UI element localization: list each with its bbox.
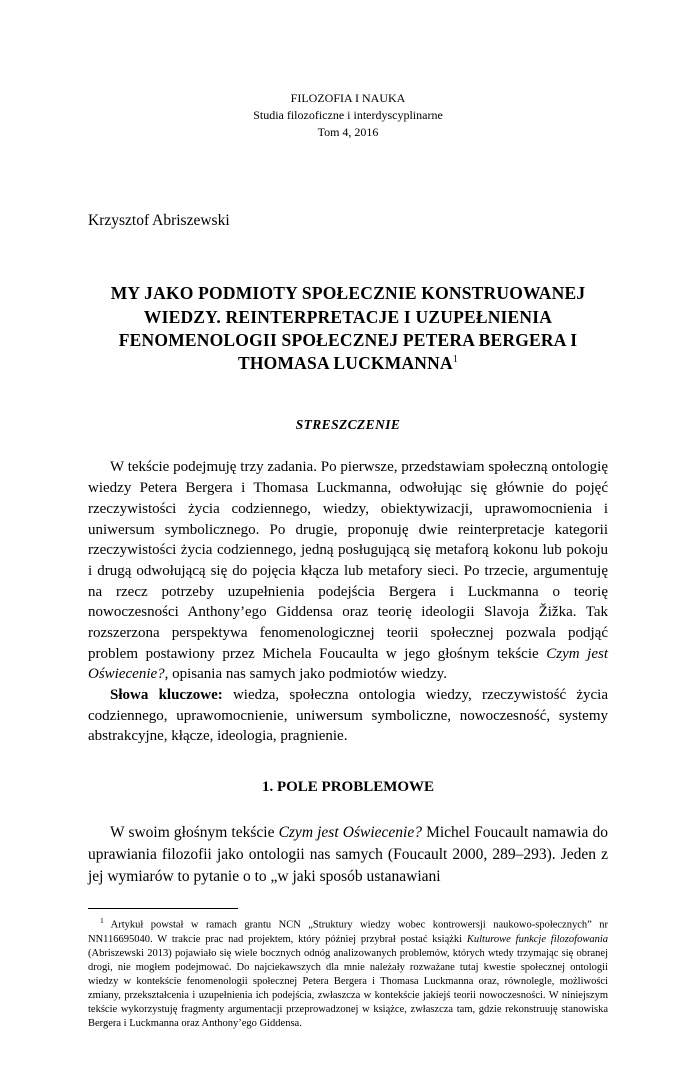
footnote-italic-book-title: Kulturowe funkcje filozofowania [466, 933, 608, 945]
article-title-text: MY JAKO PODMIOTY SPOŁECZNIE KONSTRUOWANEJ WIEDZY. REINTERPRETACJE I UZUPEŁNIENIA FENOMENOLOGII SPOŁECZNEJ PETERA BERGERA I THOMASA LUCKMANNA [110, 283, 586, 374]
footnote-marker: 1 [100, 916, 104, 926]
journal-header [88, 90, 608, 140]
abstract-text-1: W tekście podejmuję trzy zadania. Po pierwsze, przedstawiam społeczną ontologię wiedzy Petera Bergera i Thomasa Luckmanna, odwołując się głównie do pojęć rzeczywistości życia codziennego, wiedzy, obiektywizacji, uprawomocnienia i uniwersum symbolicznego. Po drugie, proponuję dwie reinterpretacje kategorii rzeczywistości życia codziennego, jedną posługującą się metaforą kokonu lub pokoju i drugą odwołującą się do pojęcia kłącza lub metafory sieci. Po trzecie, argumentuję na rzecz potrzeby uzupełnienia podejścia Bergera i Luckmanna o teorię nowoczesności Anthony’ego Giddensa oraz teorię ideologii Slavoja Žižka. Tak rozszerzona perspektywa fenomenologicznej teorii społecznej pozwala podjąć problem postawiony przez Michela Foucaulta w jego głośnym tekście [88, 459, 608, 662]
footnote-text-2: (Abriszewski 2013) pojawiało się wiele bocznych odnóg analizowanych problemów, których wtedy trzymając się obranej drogi, nie mogłem podejmować. Do najciekawszych dla mnie należały rozważane tutaj kwestie społecznej ontologii wiedzy w kontekście fenomenologii społecznej Petera Bergera i Thomasa Luckmanna oraz, równolegle, możliwości zmiany, przekształcenia i uzupełnienia ich podejścia, zwłaszcza w kontekście jakiejś teorii nowoczesności. W niniejszym tekście wykorzystuję fragmenty argumentacji przeprowadzonej w książce, zwłaszcza tam, gdzie rekonstruuję stanowiska Bergera i Luckmanna oraz Anthony’ego Giddensa. [88, 947, 608, 1030]
keywords-text: wiedza, społeczna ontologia wiedzy, rzeczywistość życia codziennego, uprawomocnienie, uniwersum symboliczne, nowoczesność, systemy abstrakcyjne, kłącze, ideologia, pragnienie. [88, 687, 608, 745]
body-text-2: Michel Foucault namawia do uprawiania filozofii jako ontologii nas samych (Foucault 2000, 289–293). Jeden z jej wymiarów to pytanie o to „w jaki sposób ustanawiani [88, 824, 608, 886]
abstract-italic-title: Czym jest Oświecenie? [88, 645, 608, 683]
footnote-area [88, 908, 608, 1031]
footnote-text [88, 916, 608, 1031]
abstract-paragraph [88, 457, 608, 685]
journal-title: FILOZOFIA I NAUKA [290, 91, 406, 105]
footnote-separator [88, 908, 238, 909]
journal-volume: Tom 4, 2016 [317, 124, 379, 139]
footnote-text-1: Artykuł powstał w ramach grantu NCN „Struktury wiedzy wobec kontrowersji naukowo-społecznych” nr NN116695040. W trakcie prac nad projektem, który później przybrał postać książki [88, 919, 608, 945]
journal-subtitle: Studia filozoficzne i interdyscyplinarne [253, 107, 443, 122]
body-text-1: W swoim głośnym tekście [110, 824, 279, 842]
keywords-label: Słowa kluczowe: [110, 687, 223, 704]
body-italic-title: Czym jest Oświecenie? [278, 824, 422, 842]
author-name: Krzysztof Abriszewski [88, 212, 230, 230]
body-paragraph [88, 822, 608, 888]
article-title [88, 282, 608, 375]
title-footnote-ref: 1 [452, 354, 459, 366]
keywords-paragraph [88, 685, 608, 747]
abstract-heading: STRESZCZENIE [295, 417, 401, 433]
abstract-text-2: , opisania nas samych jako podmiotów wiedzy. [164, 666, 447, 683]
section-heading: 1. POLE PROBLEMOWE [261, 779, 435, 796]
